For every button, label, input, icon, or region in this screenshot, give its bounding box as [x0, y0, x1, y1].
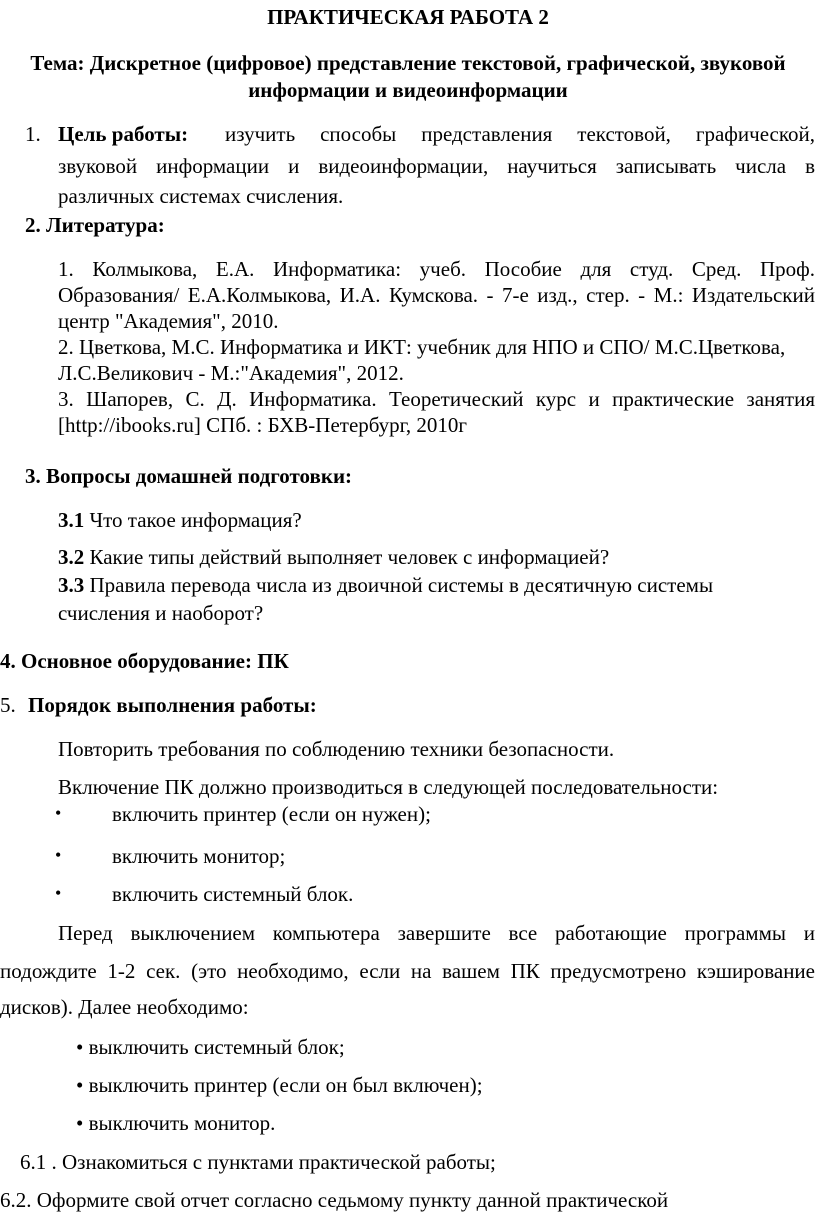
list-item: включить монитор; [112, 844, 286, 868]
goal-line-2: звуковой информации и видеоинформации, научиться записывать числа в [58, 154, 815, 178]
goal-number: 1. [25, 122, 41, 146]
list-item: включить системный блок. [112, 882, 354, 906]
procedure-paragraph: Включение ПК должно производиться в следующей последовательности: [58, 775, 719, 799]
procedure-heading: Порядок выполнения работы: [28, 693, 317, 717]
question-item-continued: счисления и наоборот? [58, 601, 264, 625]
literature-line: 1. Колмыкова, Е.А. Информатика: учеб. Пособие для студ. Сред. Проф. [58, 257, 815, 281]
goal-line-3: различных системах счисления. [58, 184, 344, 208]
list-item: • выключить монитор. [76, 1111, 276, 1135]
literature-line: центр "Академия", 2010. [58, 309, 279, 333]
topic-line-2: информации и видеоинформации [248, 78, 568, 102]
literature-line: [http://ibooks.ru] СПб. : БХВ-Петербург, 2010г [58, 413, 468, 437]
bullet-icon: • [55, 845, 62, 865]
step-6-2: 6.2. Оформите свой отчет согласно седьмому пункту данной практической [0, 1188, 669, 1212]
literature-line: Л.С.Великович - М.:"Академия", 2012. [58, 361, 404, 385]
bullet-icon: • [55, 883, 62, 903]
goal-label: Цель работы: [58, 122, 189, 146]
literature-line: Образования/ Е.А.Колмыкова, И.А. Кумскова. - 7-е изд., стер. - М.: Издательский [58, 283, 815, 307]
procedure-paragraph: подождите 1-2 сек. (это необходимо, если на вашем ПК предусмотрено кэширование [0, 959, 815, 983]
procedure-number: 5. [0, 693, 16, 717]
procedure-paragraph: дисков). Далее необходимо: [0, 995, 249, 1019]
procedure-paragraph: Перед выключением компьютера завершите все работающие программы и [58, 921, 815, 945]
literature-line: 3. Шапорев, С. Д. Информатика. Теоретический курс и практические занятия [58, 387, 815, 411]
step-6-1: 6.1 . Ознакомиться с пунктами практической работы; [20, 1150, 496, 1174]
literature-heading: 2. Литература: [25, 213, 165, 237]
literature-line: 2. Цветкова, М.С. Информатика и ИКТ: учебник для НПО и СПО/ М.С.Цветкова, [58, 335, 786, 359]
equipment-heading: 4. Основное оборудование: ПК [0, 649, 289, 673]
goal-line-1: изучить способы представления текстовой, графической, [225, 122, 815, 146]
question-item: 3.1 Что такое информация? [58, 508, 302, 532]
topic-line-1: Тема: Дискретное (цифровое) представление текстовой, графической, звуковой [30, 51, 786, 75]
question-item: 3.2 Какие типы действий выполняет человек с информацией? [58, 545, 610, 569]
question-item: 3.3 Правила перевода числа из двоичной системы в десятичную системы [58, 573, 714, 597]
list-item: включить принтер (если он нужен); [112, 802, 431, 826]
bullet-icon: • [55, 803, 62, 823]
questions-heading: 3. Вопросы домашней подготовки: [25, 464, 353, 488]
list-item: • выключить принтер (если он был включен); [76, 1073, 483, 1097]
procedure-paragraph: Повторить требования по соблюдению техники безопасности. [58, 737, 615, 761]
list-item: • выключить системный блок; [76, 1035, 345, 1059]
document-title: ПРАКТИЧЕСКАЯ РАБОТА 2 [267, 5, 549, 29]
